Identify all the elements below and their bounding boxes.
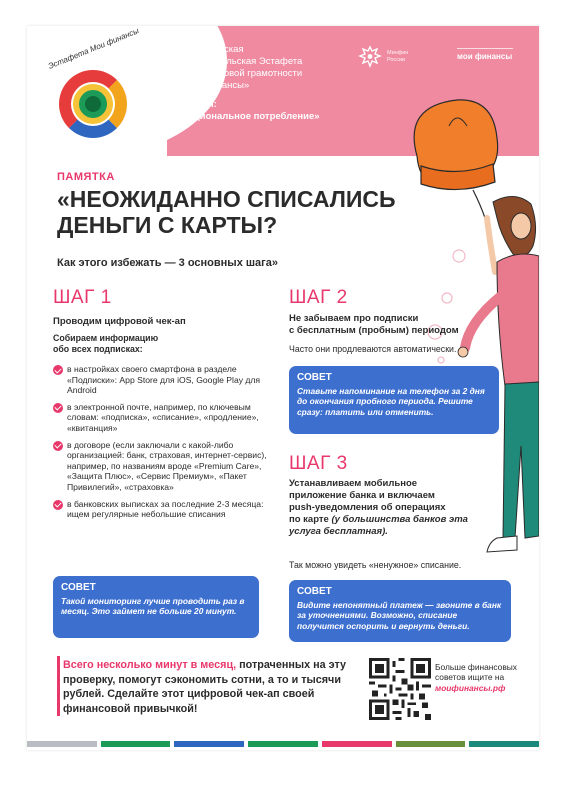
- check-icon: [53, 365, 63, 375]
- tip-text: Видите непонятный платеж — звоните в банк за уточнениями. Возможно, списание получится оспорить и вернуть деньги.: [297, 600, 502, 631]
- ministry-logo: [357, 44, 427, 70]
- eagle-emblem-icon: [357, 44, 383, 70]
- step1-subheading: Проводим цифровой чек-ап: [53, 316, 186, 327]
- step3-body: Так можно увидеть «ненужное» списание.: [289, 560, 462, 570]
- page-title: [57, 186, 457, 238]
- tip-title: СОВЕТ: [297, 586, 332, 597]
- qr-code-icon[interactable]: [369, 658, 431, 720]
- step3-subheading-line: приложение банка и включаем: [289, 490, 435, 501]
- step2-subheading-line: Не забываем про подписки: [289, 313, 419, 324]
- stage-line: Этап VII:: [177, 99, 217, 110]
- step3-subheading-line: Устанавливаем мобильное: [289, 478, 418, 489]
- logo-core: [85, 96, 101, 112]
- list-item-text: в банковских выписках за последние 2-3 месяца: ищем регулярные небольшие списания: [67, 498, 264, 520]
- tip-title: СОВЕТ: [61, 582, 96, 593]
- header-title-line: Всероссийская: [177, 44, 244, 55]
- page-subtitle: Как этого избежать — 3 основных шага»: [57, 257, 278, 269]
- check-icon: [53, 441, 63, 451]
- footer-stripe: [101, 741, 171, 747]
- logo-text: Эстафета Мои финансы: [46, 26, 141, 71]
- brand-name: мои финансы: [457, 52, 513, 61]
- callout-text: потраченных на эту проверку, помогут сэкономить сотни, а то и тысячи рублей. Сделайте этот цифровой чек-ап своей финансовой привычкой!: [63, 659, 347, 715]
- callout-accent: Всего несколько минут в месяц,: [63, 659, 237, 671]
- tip-title: СОВЕТ: [297, 372, 332, 383]
- header-title-line: по финансовой грамотности: [177, 68, 303, 79]
- step1-checklist: [53, 364, 281, 526]
- closing-callout: [63, 658, 363, 716]
- brand-divider: [457, 48, 513, 49]
- step3-subheading-note: (у большинства банков эта услуга бесплатная).: [289, 514, 468, 537]
- list-item: [53, 440, 281, 493]
- footer-stripe: [174, 741, 244, 747]
- check-icon: [53, 403, 63, 413]
- qr-caption: [435, 662, 527, 693]
- relay-logo: [39, 26, 151, 150]
- list-item: [53, 364, 281, 396]
- title-line: «НЕОЖИДАННО СПИСАЛИСЬ: [57, 186, 396, 212]
- memo-label: ПАМЯТКА: [57, 171, 115, 183]
- qr-caption-text: Больше финансовых советов ищите на: [435, 662, 517, 683]
- tip-text: Такой мониторинг лучше проводить раз в месяц. Это займет не больше 20 минут.: [61, 596, 245, 617]
- step3-subheading-line: push-уведомления об операциях: [289, 502, 446, 513]
- list-item-text: в настройках своего смартфона в разделе «Подписки»: App Store для iOS, Google Play для Android: [67, 364, 261, 396]
- memo-sheet: [27, 26, 539, 750]
- step2-tip: [289, 366, 499, 434]
- tip-text: Ставьте напоминание на телефон за 2 дня до окончания пробного периода. Решите сразу: платить или отменить.: [297, 386, 485, 417]
- list-item: [53, 499, 281, 520]
- step1-intro: [53, 333, 283, 355]
- step1-tip: [53, 576, 259, 638]
- step3-heading: ШАГ 3: [289, 453, 348, 474]
- step1-intro-line: обо всех подписках:: [53, 344, 143, 354]
- step1-intro-line: Собираем информацию: [53, 333, 159, 343]
- footer-stripe: [322, 741, 392, 747]
- footer-stripe: [27, 741, 97, 747]
- step3-subheading-line: по карте: [289, 514, 329, 525]
- ministry-name: Минфин России: [387, 50, 409, 63]
- callout-rule: [57, 656, 60, 716]
- step2-subheading: [289, 313, 489, 337]
- step2-body: Часто они продлеваются автоматически.: [289, 344, 457, 354]
- footer-stripe: [248, 741, 318, 747]
- footer-stripes: [27, 741, 539, 747]
- header-title-line: просветительская Эстафета: [177, 56, 303, 67]
- header-title-line: «Мои финансы»: [177, 80, 250, 91]
- list-item-text: в электронной почте, например, по ключевым словам: «подписка», «списание», «продление», «квитанция»: [67, 401, 259, 433]
- website-link[interactable]: моифинансы.рф: [435, 682, 506, 693]
- footer-stripe: [396, 741, 466, 747]
- step2-subheading-line: с бесплатным (пробным) периодом: [289, 325, 459, 336]
- header-title: [177, 44, 342, 92]
- header-stage: [177, 99, 377, 123]
- title-line: ДЕНЬГИ С КАРТЫ?: [57, 212, 278, 238]
- list-item: [53, 402, 281, 434]
- footer-stripe: [469, 741, 539, 747]
- check-icon: [53, 500, 63, 510]
- stage-line: «Рациональное потребление»: [177, 111, 320, 122]
- step3-tip: [289, 580, 511, 642]
- list-item-text: в договоре (если заключали с какой-либо организацией: банк, страховая, интернет-сервис), например, по названиям вроде «Premium Care», «Защита Плюс», «Сервис Премиум», «Пакет Привилегий», «страховка»: [67, 439, 267, 492]
- step3-subheading: [289, 478, 485, 538]
- step2-heading: ШАГ 2: [289, 287, 348, 308]
- step1-heading: ШАГ 1: [53, 287, 112, 308]
